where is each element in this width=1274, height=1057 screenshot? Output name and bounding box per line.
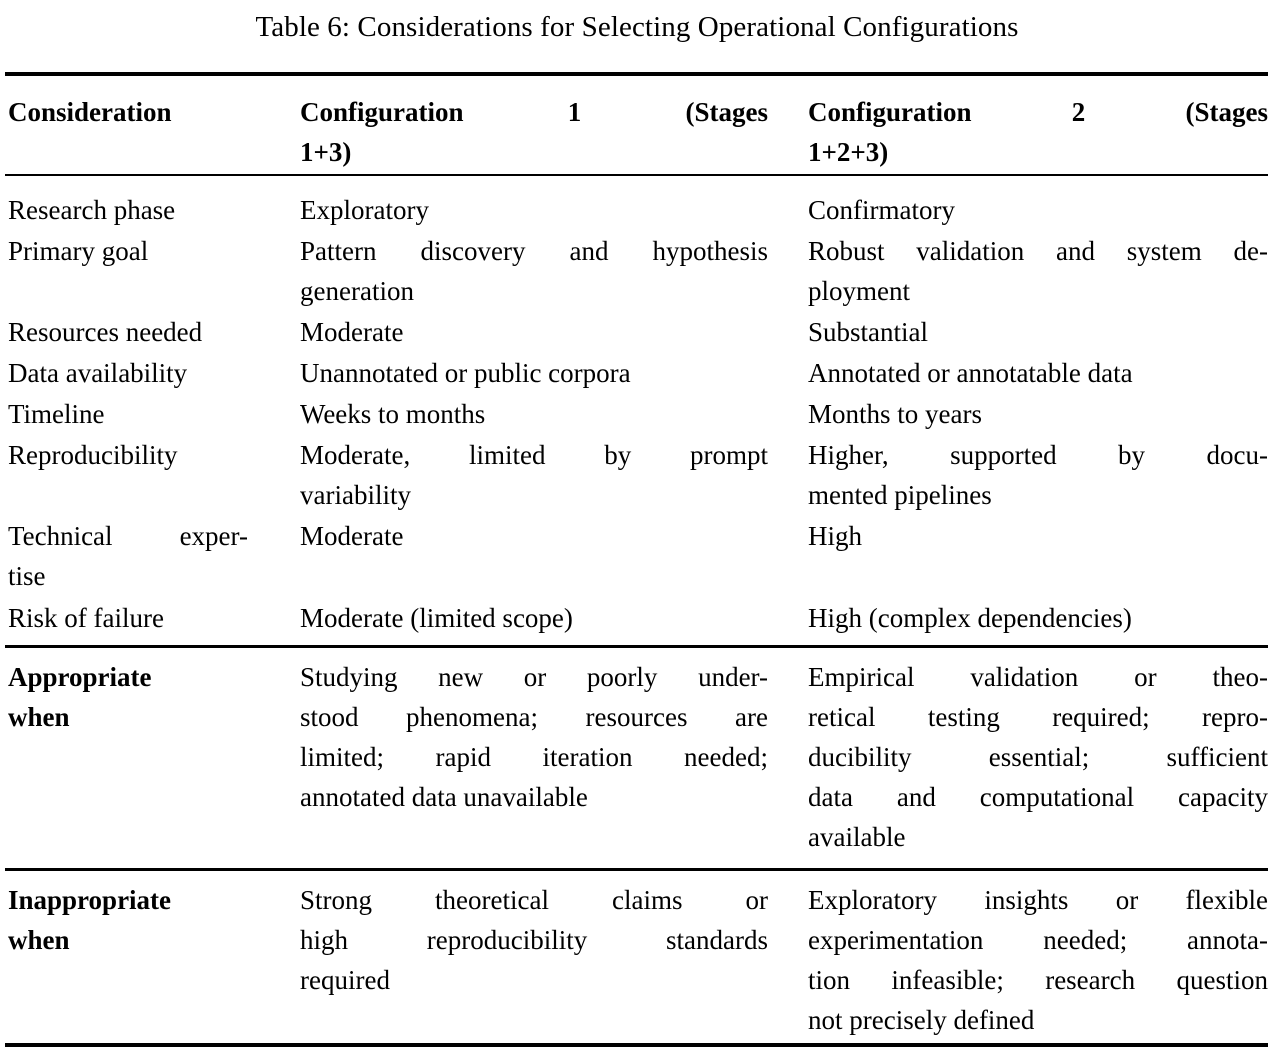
table-bottomrule	[5, 1043, 1268, 1047]
row-label-primary-goal: Primary goal	[8, 236, 149, 266]
row-config1-risk-of-failure: Moderate (limited scope)	[300, 603, 573, 633]
header-config1-line2: 1+3)	[300, 137, 352, 167]
header-cell-configuration-1	[300, 92, 808, 172]
table-row	[0, 190, 1274, 230]
row-config1-timeline: Weeks to months	[300, 399, 486, 429]
header-config2-line1: Configuration 2 (Stages	[808, 97, 1268, 127]
row-label-research-phase: Research phase	[8, 195, 176, 225]
table-row	[0, 516, 1274, 596]
section-label-inappropriate-when: Inappropriate when	[8, 885, 172, 955]
header-cell-consideration: Consideration	[8, 97, 172, 127]
table-section-rule-appropriate	[5, 645, 1268, 648]
table-section-row-appropriate	[0, 657, 1274, 857]
row-config2-data-availability: Annotated or annotatable data	[808, 358, 1133, 388]
table-header-row	[0, 92, 1274, 172]
table-row	[0, 312, 1274, 352]
section-config2-inappropriate-when: Exploratory insights or flexible experimentation needed; annota- tion infeasible; research question not precisely defined	[808, 885, 1268, 1035]
row-config2-primary-goal: Robust validation and system de- ployment	[808, 236, 1268, 306]
row-config2-reproducibility: Higher, supported by docu- mented pipelines	[808, 440, 1268, 510]
row-config2-resources-needed: Substantial	[808, 317, 928, 347]
header-config1-line1: Configuration 1 (Stages	[300, 97, 768, 127]
row-config1-resources-needed: Moderate	[300, 317, 404, 347]
table-row	[0, 598, 1274, 638]
row-label-data-availability: Data availability	[8, 358, 188, 388]
row-config1-primary-goal: Pattern discovery and hypothesis generation	[300, 236, 768, 306]
row-label-resources-needed: Resources needed	[8, 317, 203, 347]
table-caption: Table 6: Considerations for Selecting Operational Configurations	[255, 11, 1019, 43]
table-row	[0, 353, 1274, 393]
row-label-reproducibility: Reproducibility	[8, 440, 178, 470]
row-config1-reproducibility: Moderate, limited by prompt variability	[300, 440, 768, 510]
table-row	[0, 394, 1274, 434]
row-config1-research-phase: Exploratory	[300, 195, 429, 225]
table-row	[0, 231, 1274, 311]
header-cell-configuration-2	[808, 92, 1274, 172]
table-midrule	[5, 174, 1268, 176]
row-label-risk-of-failure: Risk of failure	[8, 603, 164, 633]
table-toprule	[5, 72, 1268, 76]
row-config2-technical-expertise: High	[808, 521, 862, 551]
table-row	[0, 435, 1274, 515]
section-config1-inappropriate-when: Strong theoretical claims or high reproducibility standards required	[300, 885, 768, 995]
row-label-technical-expertise: Technical exper- tise	[8, 521, 248, 591]
section-label-appropriate-when: Appropriate when	[8, 662, 152, 732]
row-config1-technical-expertise: Moderate	[300, 521, 404, 551]
section-config2-appropriate-when: Empirical validation or theo- retical testing required; repro- ducibility essential; sufficient data and computational capacity available	[808, 662, 1268, 852]
header-config2-line2: 1+2+3)	[808, 137, 889, 167]
table-section-rule-inappropriate	[5, 868, 1268, 871]
row-label-timeline: Timeline	[8, 399, 105, 429]
row-config2-risk-of-failure: High (complex dependencies)	[808, 603, 1132, 633]
section-config1-appropriate-when: Studying new or poorly under- stood phenomena; resources are limited; rapid iteration needed; annotated data unavailable	[300, 662, 768, 812]
table-section-row-inappropriate	[0, 880, 1274, 1040]
row-config1-data-availability: Unannotated or public corpora	[300, 358, 631, 388]
row-config2-research-phase: Confirmatory	[808, 195, 955, 225]
row-config2-timeline: Months to years	[808, 399, 982, 429]
